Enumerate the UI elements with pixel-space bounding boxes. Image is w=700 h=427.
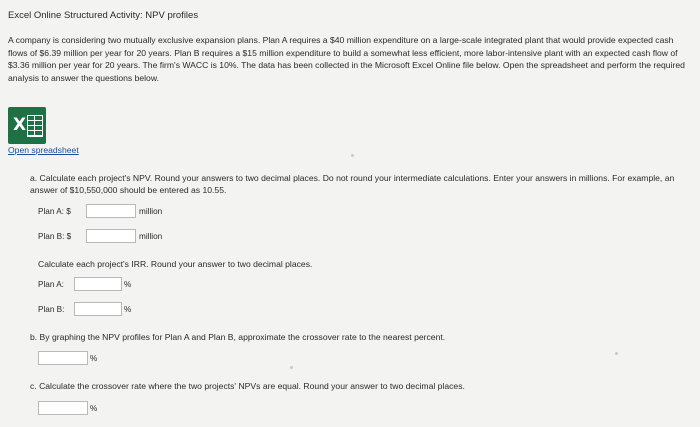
- npv-plan-a-unit: million: [139, 207, 163, 216]
- problem-statement: A company is considering two mutually exclusive expansion plans. Plan A requires a $40 million expenditure on a large-scale integrated plant that would provide expected cash flows of $6.39 million per year for 20 years. Plan B requires a $15 million expenditure to build a somewhat less efficient, more labor-intensive plant with an expected cash flow of $3.36 million per year for 20 years. The firm's WACC is 10%. The data has been collected in the Microsoft Excel Online file below. Open the spreadsheet and perform the required analysis to answer the questions below.: [8, 35, 685, 83]
- crossover-exact-input[interactable]: [38, 401, 88, 415]
- excel-x-glyph: X: [13, 115, 27, 135]
- decorative-dot: [615, 352, 618, 355]
- crossover-approx-percent: %: [90, 354, 98, 363]
- excel-icon[interactable]: [8, 107, 46, 144]
- activity-title: Excel Online Structured Activity: NPV profiles: [8, 10, 199, 21]
- open-spreadsheet-link[interactable]: Open spreadsheet: [8, 145, 79, 155]
- crossover-exact-percent: %: [90, 404, 98, 413]
- npv-plan-b-label: Plan B: $: [38, 232, 72, 241]
- irr-plan-b-input[interactable]: [74, 302, 122, 316]
- irr-plan-b-label: Plan B:: [38, 305, 65, 314]
- crossover-approx-input[interactable]: [38, 351, 88, 365]
- irr-plan-a-input[interactable]: [74, 277, 122, 291]
- decorative-dot: [351, 154, 354, 157]
- irr-plan-a-label: Plan A:: [38, 280, 64, 289]
- npv-plan-b-input[interactable]: [86, 229, 136, 243]
- irr-plan-b-percent: %: [124, 305, 132, 314]
- decorative-dot: [290, 366, 293, 369]
- irr-prompt: Calculate each project's IRR. Round your answer to two decimal places.: [38, 259, 313, 269]
- irr-plan-a-percent: %: [124, 280, 132, 289]
- npv-plan-b-unit: million: [139, 232, 163, 241]
- part-a-prompt: a. Calculate each project's NPV. Round your answers to two decimal places. Do not round your intermediate calculations. Enter your answers in millions. For example, an answer of $10,550,000 should be entered as 10.55.: [30, 173, 675, 195]
- part-b-prompt: b. By graphing the NPV profiles for Plan A and Plan B, approximate the crossover rate to the nearest percent.: [30, 332, 446, 342]
- npv-plan-a-input[interactable]: [86, 204, 136, 218]
- excel-grid-glyph: [27, 115, 43, 137]
- part-c-prompt: c. Calculate the crossover rate where the two projects' NPVs are equal. Round your answer to two decimal places.: [30, 381, 465, 391]
- npv-plan-a-label: Plan A: $: [38, 207, 71, 216]
